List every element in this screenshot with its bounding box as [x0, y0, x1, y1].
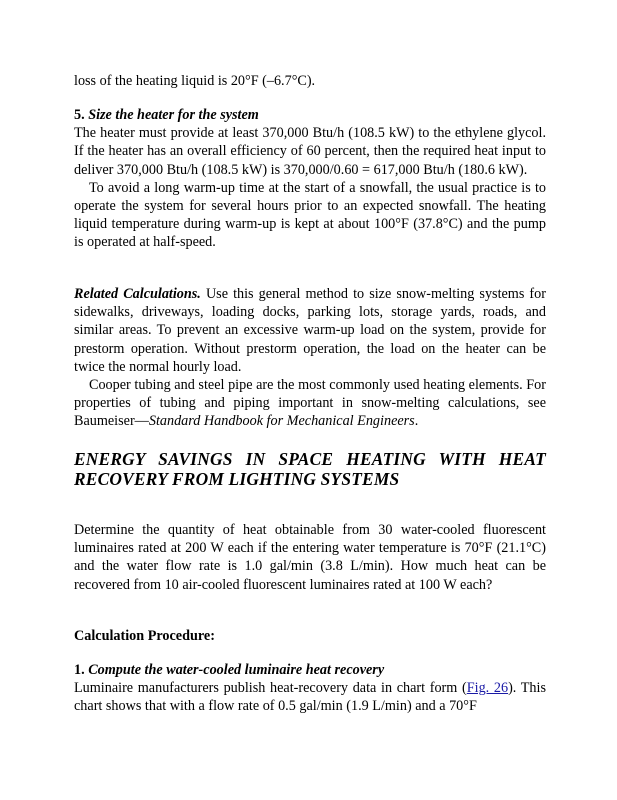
intro-line: loss of the heating liquid is 20°F (–6.7°C).: [74, 73, 316, 89]
intro-block: [74, 72, 546, 90]
book-title: Standard Handbook for Mechanical Engineers: [148, 413, 415, 430]
step1-text-end: ). This chart shows that with a flow rate of 0.5 gal/min (1.9 L/min) and a 70°F: [74, 680, 546, 715]
step1-paragraph: [74, 679, 546, 715]
step5-number: 5.: [74, 107, 85, 123]
problem-statement: Determine the quantity of heat obtainable from 30 water-cooled fluorescent luminaires rated at 200 W each if the entering water temperature is 70°F (21.1°C) and the water flow rate is 1.0 gal/min (3.8 L/min). How much heat can be recovered from 10 air-cooled fluorescent luminaires rated at 100 W each?: [74, 522, 546, 593]
section-title: ENERGY SAVINGS IN SPACE HEATING WITH HEAT RECOVERY FROM LIGHTING SYSTEMS: [74, 449, 546, 489]
step5-block: [74, 106, 546, 252]
step1-text: Luminaire manufacturers publish heat-recovery data in chart form (: [74, 680, 467, 697]
related-block: [74, 285, 546, 431]
related-text-2: Cooper tubing and steel pipe are the most commonly used heating elements. For properties of tubing and piping important in snow-melting calculations, see Baumeiser—: [74, 377, 546, 430]
section-title-block: [74, 449, 546, 489]
related-paragraph-2: [74, 376, 546, 431]
figure-26-link[interactable]: Fig. 26: [466, 680, 509, 697]
step1-number: 1.: [74, 662, 85, 678]
step1-block: [74, 661, 546, 716]
step5-heading: [74, 106, 546, 124]
step1-heading: [74, 661, 546, 679]
related-heading: Related Calculations.: [74, 286, 201, 302]
related-paragraph-1: [74, 285, 546, 376]
step5-paragraph-1: The heater must provide at least 370,000 Btu/h (108.5 kW) to the ethylene glycol. If the heater has an overall efficiency of 60 percent, then the required heat input to deliver 370,000 Btu/h (108.5 kW) is 370,000/0.60 = 617,000 Btu/h (180.6 kW).: [74, 125, 546, 178]
related-text-1: Use this general method to size snow-melting systems for sidewalks, driveways, loading docks, parking lots, storage yards, roads, and similar areas. To prevent an excessive warm-up load on the system, provide for prestorm operation. Without prestorm operation, the load on the heater can be twice the normal hourly load.: [74, 286, 546, 375]
step5-title: Size the heater for the system: [88, 107, 259, 123]
calculation-procedure-heading: Calculation Procedure:: [74, 628, 215, 644]
calc-heading-block: [74, 627, 546, 645]
step1-title: Compute the water-cooled luminaire heat recovery: [88, 662, 385, 678]
problem-block: [74, 521, 546, 594]
step5-paragraph-2: To avoid a long warm-up time at the start of a snowfall, the usual practice is to operate the system for several hours prior to an expected snowfall. The heating liquid temperature during warm-up is kept at about 100°F (37.8°C) and the pump is operated at half-speed.: [74, 179, 546, 251]
related-text-2-end: .: [414, 413, 419, 430]
